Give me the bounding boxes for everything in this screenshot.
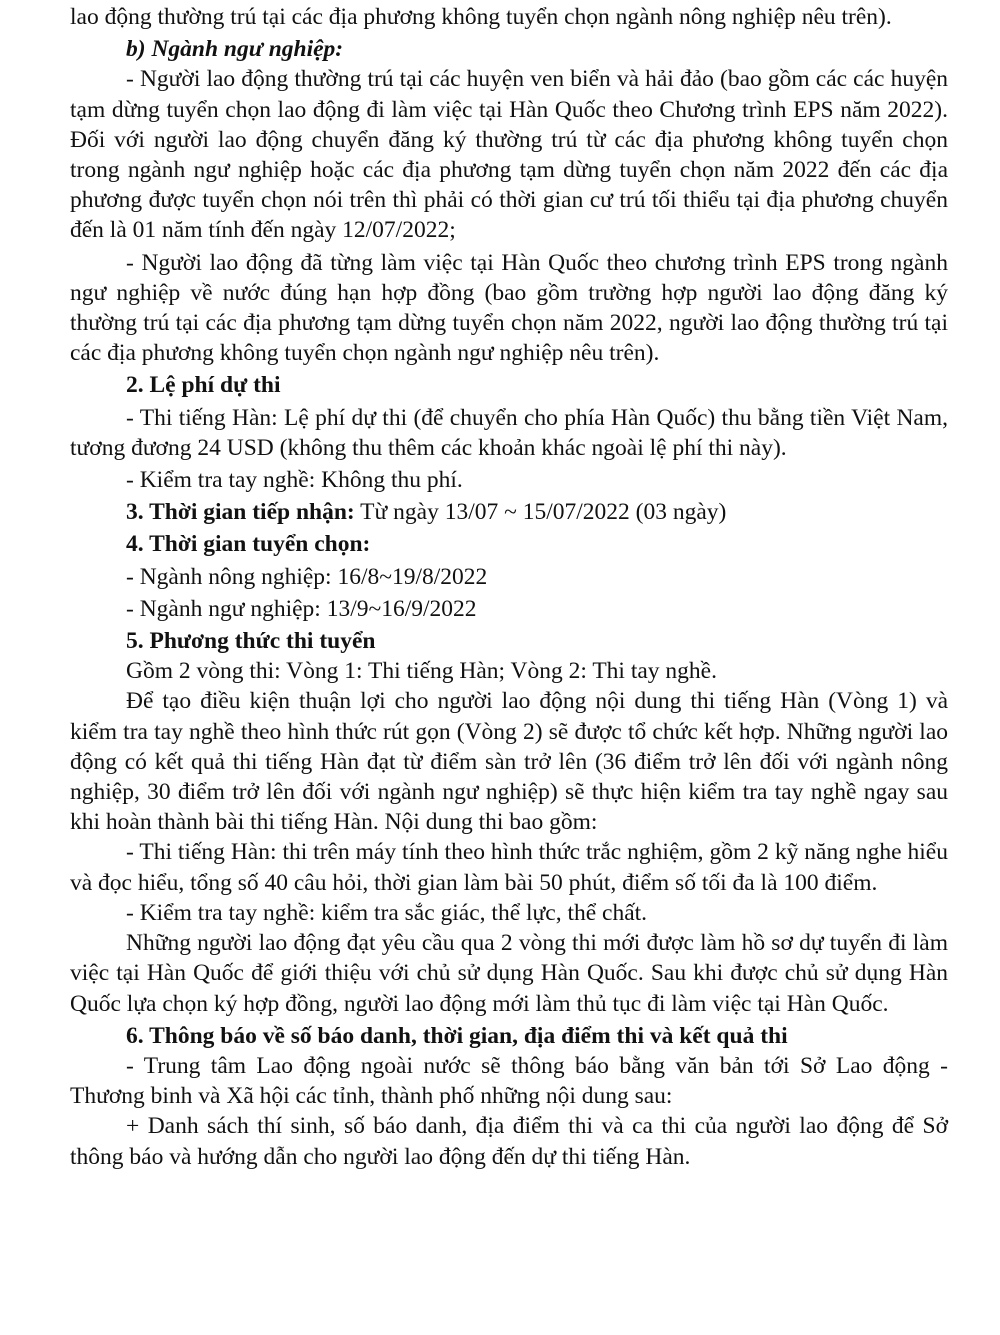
section-6-item-2: + Danh sách thí sinh, số báo danh, địa điểm thi và ca thi của người lao động để Sở thông báo và hướng dẫn cho người lao động đến dự thi tiếng Hàn. — [70, 1113, 948, 1170]
intro-tail-paragraph: lao động thường trú tại các địa phương không tuyển chọn ngành nông nghiệp nêu trên). — [70, 4, 892, 30]
section-4-title: 4. Thời gian tuyển chọn: — [126, 531, 371, 558]
section-3-title: 3. Thời gian tiếp nhận: — [126, 499, 355, 526]
section-4-item-1: - Ngành nông nghiệp: 16/8~19/8/2022 — [126, 563, 488, 590]
section-3-text: Từ ngày 13/07 ~ 15/07/2022 (03 ngày) — [354, 499, 727, 526]
section-2-title: 2. Lệ phí dự thi — [126, 372, 281, 399]
section-2-item-1: - Thi tiếng Hàn: Lệ phí dự thi (để chuyển cho phía Hàn Quốc) thu bằng tiền Việt Nam, tương đương 24 USD (không thu thêm các khoản khác ngoài lệ phí thi này). — [70, 404, 948, 461]
section-5-item-2: - Kiểm tra tay nghề: kiểm tra sắc giác, thể lực, thể chất. — [126, 899, 648, 926]
section-b-item-2: - Người lao động đã từng làm việc tại Hàn Quốc theo chương trình EPS trong ngành ngư nghiệp về nước đúng hạn hợp đồng (bao gồm trường hợp người lao động đăng ký thường trú tại các địa phương tạm dừng tuyển chọn năm 2022, người lao động thường trú tại các địa phương không tuyển chọn ngành ngư nghiệp nêu trên). — [70, 249, 948, 367]
section-6-item-1: - Trung tâm Lao động ngoài nước sẽ thông báo bằng văn bản tới Sở Lao động - Thương binh và Xã hội các tỉnh, thành phố những nội dung sau: — [70, 1052, 948, 1110]
section-3-paragraph — [70, 497, 948, 527]
section-b-title: b) Ngành ngư nghiệp: — [126, 36, 344, 63]
section-2-item-2: - Kiểm tra tay nghề: Không thu phí. — [126, 467, 463, 494]
section-6-title: 6. Thông báo về số báo danh, thời gian, địa điểm thi và kết quả thi — [126, 1022, 788, 1049]
section-5-paragraph-1: Để tạo điều kiện thuận lợi cho người lao động nội dung thi tiếng Hàn (Vòng 1) và kiểm tra tay nghề theo hình thức rút gọn (Vòng 2) sẽ được tổ chức kết hợp. Những người lao động có kết quả thi tiếng Hàn đạt từ điểm sàn trở lên (36 điểm trở lên đối với ngành nông nghiệp, 30 điểm trở lên đối với ngành ngư nghiệp) sẽ thực hiện kiểm tra tay nghề ngay sau khi hoàn thành bài thi tiếng Hàn. Nội dung thi bao gồm: — [70, 688, 948, 836]
section-5-title: 5. Phương thức thi tuyển — [126, 628, 376, 655]
section-5-item-1: - Thi tiếng Hàn: thi trên máy tính theo hình thức trắc nghiệm, gồm 2 kỹ năng nghe hiểu và đọc hiểu, tổng số 40 câu hỏi, thời gian làm bài 50 phút, điểm số tối đa là 100 điểm. — [70, 839, 948, 896]
section-4-item-2: - Ngành ngư nghiệp: 13/9~16/9/2022 — [126, 595, 477, 622]
section-b-item-1: - Người lao động thường trú tại các huyện ven biển và hải đảo (bao gồm các các huyện tạm dừng tuyển chọn lao động đi làm việc tại Hàn Quốc theo Chương trình EPS năm 2022). Đối với người lao động chuyển đăng ký thường trú từ các địa phương không tuyển chọn trong ngành ngư nghiệp hoặc các địa phương tạm dừng tuyển chọn năm 2022 đến các địa phương được tuyển chọn nói trên thì phải có thời gian cư trú tối thiểu tại địa phương chuyển đến là 01 năm tính đến ngày 12/07/2022; — [70, 66, 948, 244]
section-5-intro: Gồm 2 vòng thi: Vòng 1: Thi tiếng Hàn; Vòng 2: Thi tay nghề. — [126, 658, 717, 685]
section-5-paragraph-2: Những người lao động đạt yêu cầu qua 2 vòng thi mới được làm hồ sơ dự tuyển đi làm việc tại Hàn Quốc để giới thiệu với chủ sử dụng Hàn Quốc. Sau khi được chủ sử dụng Hàn Quốc lựa chọn ký hợp đồng, người lao động mới làm thủ tục đi làm việc tại Hàn Quốc. — [70, 930, 948, 1017]
